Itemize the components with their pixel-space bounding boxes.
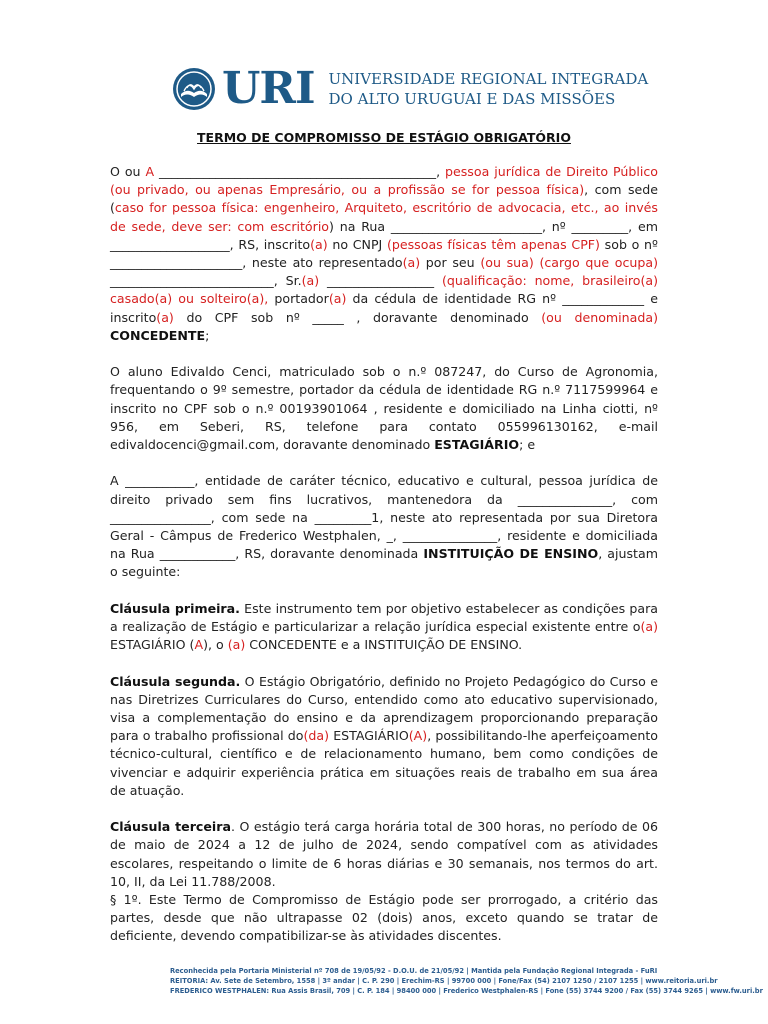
text: A ___________, entidade de caráter técnico, educativo e cultural, pessoa jurídica de direito privado sem fins lucrativos, mantenedora da _______________, com ________________, com sede na _________1, neste ato representada por sua Diretora Geral - Câmpus de Frederico Westphalen, _, _______________, residente e domiciliada na Rua ____________, RS, doravante denominada — [110, 473, 658, 562]
placeholder-text: (pessoas físicas têm apenas CPF) — [386, 236, 600, 252]
university-logo — [172, 63, 649, 114]
placeholder-text: (a) — [402, 255, 421, 271]
footer-line-reitoria: REITORIA: Av. Sete de Setembro, 1558 | 3º andar | C. P. 290 | Erechim-RS | 99700 000 | Fone/Fax (54) 2107 1250 / 2107 1255 | www.reitoria.uri.br — [170, 977, 718, 985]
text: CONCEDENTE e a INSTITUIÇÃO DE ENSINO. — [245, 637, 523, 653]
text: , com sede ( — [110, 182, 659, 216]
text: por seu — [420, 255, 481, 271]
clause-heading: Cláusula terceira — [110, 819, 231, 835]
text: . O estágio terá carga horária total de 300 horas, no período de 06 de maio de 2024 a 12 de julho de 2024, sendo compatível com as atividades escolares, respeitando o limite de 6 horas diárias e 30 semanais, nos termos do art. 10, II, da Lei 11.788/2008. — [110, 819, 658, 889]
instituicao-label: INSTITUIÇÃO DE ENSINO — [423, 546, 599, 562]
clause-third — [110, 818, 658, 891]
document-body — [110, 163, 658, 964]
placeholder-text: (ou denominada) — [541, 309, 658, 325]
text: do CPF sob nº _____ , doravante denominado — [173, 309, 542, 325]
footer-line-recognition: Reconhecida pela Portaria Ministerial nº 708 de 19/05/92 - D.O.U. de 21/05/92 | Mantida pela Fundação Regional Integrada - FuRI — [170, 967, 658, 975]
text: ; e — [519, 437, 536, 453]
placeholder-text: (da) — [303, 728, 330, 744]
text: no CNPJ — [327, 236, 387, 252]
footer-line-campus: FREDERICO WESTPHALEN: Rua Assis Brasil, 709 | C. P. 184 | 98400 000 | Frederico Westphalen-RS | Fone (55) 3744 9200 / Fax (55) 3744 9265 | www.fw.uri.br — [170, 987, 763, 995]
text: ____________________________________________, — [154, 164, 445, 179]
paragraph-instituicao — [110, 472, 658, 581]
clause-second — [110, 673, 658, 800]
clause-heading: Cláusula primeira. — [110, 600, 240, 616]
placeholder-text: (ou sua) (cargo que ocupa) — [480, 255, 658, 271]
placeholder-text: (a) — [301, 273, 320, 289]
page-footer — [170, 966, 763, 996]
text: , ajustam o seguinte: — [110, 546, 658, 580]
clause-third-paragraph-1: § 1º. Este Termo de Compromisso de Estágio pode ser prorrogado, a critério das partes, desde que não ultrapasse 02 (dois) anos, exceto quando se tratar de deficiente, devendo compatibilizar-se às atividades discentes. — [110, 892, 658, 944]
clause-first — [110, 600, 658, 655]
text: ), o — [203, 637, 228, 653]
text: O Estágio Obrigatório, definido no Projeto Pedagógico do Curso e nas Diretrizes Curriculares do Curso, entendido como ato educativo supervisionado, visa a complementação do ensino e da aprendizagem proporcionando preparação para o trabalho profissional do — [110, 673, 658, 744]
placeholder-text: (qualificação: nome, brasileiro(a) casado(a) ou solteiro(a), — [110, 273, 658, 307]
placeholder-text: A — [145, 164, 155, 179]
placeholder-text: (a) — [640, 619, 658, 635]
text: da cédula de identidade RG nº _____________ e inscrito — [110, 291, 658, 325]
placeholder-text: (a) — [227, 637, 246, 653]
concedente-label: CONCEDENTE — [110, 327, 206, 343]
text: Este instrumento tem por objetivo estabelecer as condições para a realização de Estágio e particularizar a relação jurídica especial existente entre o — [110, 600, 658, 635]
placeholder-text: (A) — [408, 728, 428, 744]
document-title: TERMO DE COMPROMISSO DE ESTÁGIO OBRIGATÓRIO — [197, 130, 571, 145]
placeholder-text: (a) — [156, 309, 174, 325]
text: ESTAGIÁRIO ( — [110, 637, 195, 653]
institution-name-line1: UNIVERSIDADE REGIONAL INTEGRADA — [328, 70, 649, 88]
institution-name-line2: DO ALTO URUGUAI E DAS MISSÕES — [328, 90, 616, 108]
paragraph-estagiario — [110, 363, 658, 454]
placeholder-text: pessoa jurídica de Direito Público (ou privado, ou apenas Empresário, ou a profissão se for pessoa física) — [110, 164, 658, 198]
paragraph-concedente — [110, 163, 658, 345]
text: , possibilitando-lhe aperfeiçoamento técnico-cultural, científico e de relacionamento humano, bem como condições de vivenciar e adquirir experiência prática em situações reais de trabalho em sua área de atuação. — [110, 728, 658, 798]
placeholder-text: (a) — [310, 236, 328, 252]
book-emblem-icon — [172, 67, 216, 111]
placeholder-text: caso for pessoa física: engenheiro, Arquiteto, escritório de advocacia, etc., ao invés de sede, deve ser: com escritório — [110, 200, 658, 234]
text: ; — [205, 327, 210, 343]
placeholder-text: A — [194, 637, 204, 653]
text: O aluno Edivaldo Cenci, matriculado sob o n.º 087247, do Curso de Agronomia, frequentando o 9º semestre, portador da cédula de identidade RG n.º 7117599964 e inscrito no CPF sob o n.º 00193901064 , residente e domiciliado na Linha ciotti, nº 956, em Seberi, RS, telefone para contato 055996130162, e-mail edivaldocenci@gmail.com, doravante denominado — [110, 364, 658, 453]
placeholder-text: (a) — [328, 291, 347, 307]
text: portador — [268, 291, 329, 307]
text: __________________________, Sr. — [110, 273, 302, 289]
text: sob o nº _____________________, neste ato representado — [110, 236, 658, 271]
text: ESTAGIÁRIO — [329, 728, 409, 744]
text: _________________ — [319, 273, 442, 289]
text: O ou — [110, 164, 146, 179]
text: ) na Rua ________________________, nº _________, em ___________________, RS, inscrito — [110, 218, 658, 252]
estagiario-label: ESTAGIÁRIO — [434, 437, 520, 453]
logo-acronym: URI — [222, 63, 315, 114]
clause-heading: Cláusula segunda. — [110, 673, 241, 689]
institution-name — [329, 69, 649, 109]
